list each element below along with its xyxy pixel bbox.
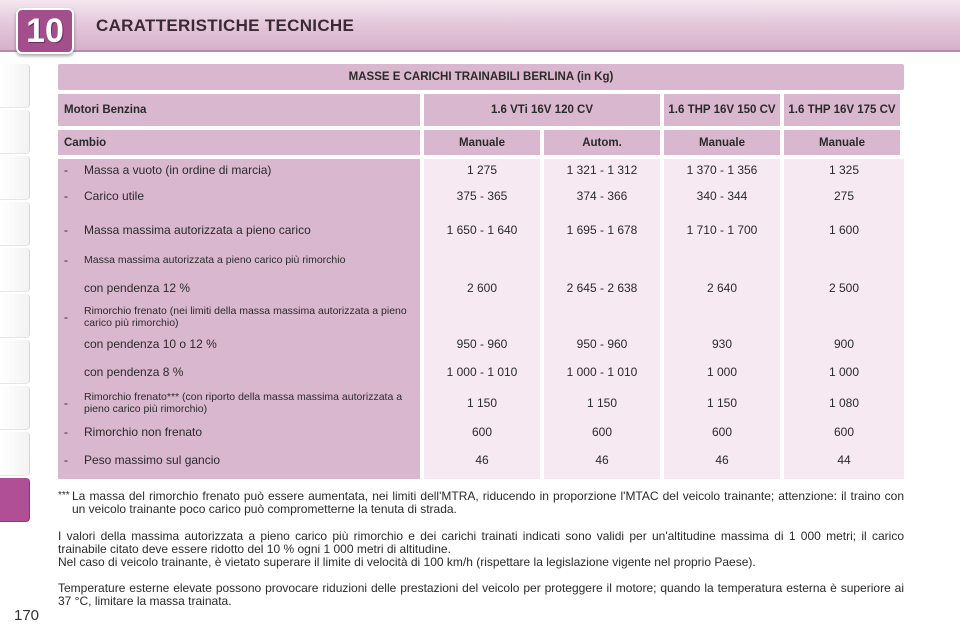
row-value: 340 - 344 — [696, 189, 748, 203]
row-value: 375 - 365 — [456, 189, 508, 203]
row-value: 2 600 — [466, 281, 498, 295]
row-label-text: con pendenza 12 % — [84, 281, 191, 295]
chapter-tab[interactable] — [0, 294, 30, 338]
row-value: 1 650 - 1 640 — [446, 223, 518, 237]
row-dash: - — [64, 189, 68, 203]
row-label — [58, 303, 420, 331]
row-value: 1 000 — [706, 365, 738, 379]
chapter-tabs — [0, 64, 34, 524]
row-label — [58, 333, 420, 355]
row-dash: - — [64, 223, 68, 237]
footnote-marker: *** — [58, 490, 70, 501]
row-value: 1 000 — [828, 365, 860, 379]
row-value: 2 645 - 2 638 — [566, 281, 638, 295]
footnote-text: La massa del rimorchio frenato può essere aumentata, nei limiti dell'MTRA, riducendo in proporzione l'MTAC del veicolo trainante; attenzione: il traino con un veicolo trainante poco carico può comprometterne la tenuta di strada. — [72, 489, 904, 516]
gearbox-label: Cambio — [58, 130, 420, 155]
table-row — [58, 185, 904, 207]
row-value: 1 150 — [586, 396, 618, 410]
engine-col: 1.6 VTi 16V 120 CV — [424, 94, 660, 126]
row-value — [664, 303, 780, 331]
row-value: 1 710 - 1 700 — [686, 223, 758, 237]
row-value: 2 500 — [828, 281, 860, 295]
row-value: 1 000 - 1 010 — [446, 365, 518, 379]
row-value: 46 — [715, 453, 729, 467]
row-value: 900 — [833, 337, 855, 351]
engine-col: 1.6 THP 16V 150 CV — [664, 94, 780, 126]
gearbox-col: Manuale — [424, 130, 540, 155]
chapter-tab[interactable] — [0, 110, 30, 154]
row-label-text: con pendenza 10 o 12 % — [84, 337, 217, 351]
engine-label: Motori Benzina — [58, 94, 420, 126]
table-row — [58, 449, 904, 471]
row-value: 1 150 — [706, 396, 738, 410]
row-value: 1 080 — [828, 396, 860, 410]
row-label-text: Carico utile — [84, 189, 145, 203]
table-row — [58, 217, 904, 243]
row-value: 600 — [591, 425, 613, 439]
row-value — [544, 303, 660, 331]
table-row — [58, 249, 904, 271]
masses-table — [58, 64, 904, 479]
chapter-tab[interactable] — [0, 386, 30, 430]
row-value: 1 600 — [828, 223, 860, 237]
row-value — [784, 249, 904, 271]
row-value — [544, 249, 660, 271]
row-label-text: Rimorchio frenato (nei limiti della massa massima autorizzata a pieno carico più rimorchio) — [84, 305, 407, 329]
row-value: 1 000 - 1 010 — [566, 365, 638, 379]
table-row — [58, 303, 904, 331]
row-label — [58, 217, 420, 243]
note-paragraph: I valori della massima autorizzata a pieno carico più rimorchio e dei carichi trainati indicati sono validi per un'altitudine massima di 1 000 metri; il carico trainabile citato deve essere ridotto del 10 % ogni 1 000 metri di altitudine. — [58, 529, 904, 556]
row-label — [58, 249, 420, 271]
chapter-tab[interactable] — [0, 156, 30, 200]
row-value: 950 - 960 — [456, 337, 508, 351]
gearbox-col: Autom. — [544, 130, 660, 155]
note-paragraph: Nel caso di veicolo trainante, è vietato superare il limite di velocità di 100 km/h (rispettare la legislazione vigente nel proprio Paese). — [58, 555, 756, 569]
row-value: 1 370 - 1 356 — [686, 163, 758, 177]
row-value: 1 275 — [466, 163, 498, 177]
chapter-tab[interactable] — [0, 432, 30, 476]
row-label-text: Rimorchio non frenato — [84, 425, 203, 439]
row-value: 600 — [471, 425, 493, 439]
chapter-tab-active[interactable] — [0, 478, 30, 522]
row-value: 46 — [595, 453, 609, 467]
row-dash: - — [64, 253, 68, 267]
gearbox-header-row — [58, 130, 904, 155]
row-label-text: Massa massima autorizzata a pieno carico — [84, 223, 311, 237]
row-dash: - — [64, 163, 68, 177]
footnote — [58, 490, 904, 516]
row-value: 600 — [711, 425, 733, 439]
row-value — [784, 303, 904, 331]
chapter-tab[interactable] — [0, 202, 30, 246]
gearbox-col: Manuale — [664, 130, 780, 155]
chapter-tab[interactable] — [0, 64, 30, 108]
row-value: 44 — [837, 453, 851, 467]
page-header — [0, 0, 960, 52]
row-label — [58, 185, 420, 207]
row-label — [58, 277, 420, 299]
row-value: 1 695 - 1 678 — [566, 223, 638, 237]
row-label — [58, 159, 420, 181]
row-dash: - — [64, 425, 68, 439]
row-value — [664, 249, 780, 271]
table-title: MASSE E CARICHI TRAINABILI BERLINA (in Kg) — [58, 64, 904, 90]
table-row — [58, 361, 904, 383]
engine-header-row — [58, 94, 904, 126]
row-label-text: Massa a vuoto (in ordine di marcia) — [84, 163, 272, 177]
table-row — [58, 421, 904, 443]
row-dash: - — [64, 310, 68, 324]
row-value — [424, 249, 540, 271]
row-value: 1 321 - 1 312 — [566, 163, 638, 177]
page-number: 170 — [14, 607, 40, 624]
row-label-text: Peso massimo sul gancio — [84, 453, 221, 467]
table-row — [58, 389, 904, 417]
row-label — [58, 449, 420, 471]
page-title: CARATTERISTICHE TECNICHE — [96, 16, 355, 35]
row-value: 46 — [475, 453, 489, 467]
row-value: 930 — [711, 337, 733, 351]
row-label-text: Rimorchio frenato*** (con riporto della massa massima autorizzata a pieno carico più rimorchio) — [84, 391, 403, 415]
table-row — [58, 333, 904, 355]
row-label-text: con pendenza 8 % — [84, 365, 184, 379]
row-label — [58, 421, 420, 443]
row-dash: - — [64, 396, 68, 410]
chapter-tab[interactable] — [0, 248, 30, 292]
gearbox-col: Manuale — [784, 130, 900, 155]
row-value: 600 — [833, 425, 855, 439]
row-value: 2 640 — [706, 281, 738, 295]
row-value — [424, 303, 540, 331]
chapter-number-badge: 10 — [16, 8, 74, 54]
row-value: 1 325 — [828, 163, 860, 177]
row-value: 1 150 — [466, 396, 498, 410]
row-label — [58, 361, 420, 383]
table-body — [58, 159, 904, 479]
chapter-tab[interactable] — [0, 340, 30, 384]
row-dash: - — [64, 453, 68, 467]
row-value: 950 - 960 — [576, 337, 628, 351]
note-paragraph: Temperature esterne elevate possono provocare riduzioni delle prestazioni del veicolo per proteggere il motore; quando la temperatura esterna è superiore ai 37 °C, limitare la massa trainata. — [58, 581, 904, 608]
table-row — [58, 159, 904, 181]
row-value: 275 — [833, 189, 855, 203]
engine-col: 1.6 THP 16V 175 CV — [784, 94, 900, 126]
table-row — [58, 277, 904, 299]
row-value: 374 - 366 — [576, 189, 628, 203]
row-label-text: Massa massima autorizzata a pieno carico più rimorchio — [84, 254, 346, 266]
row-label — [58, 389, 420, 417]
